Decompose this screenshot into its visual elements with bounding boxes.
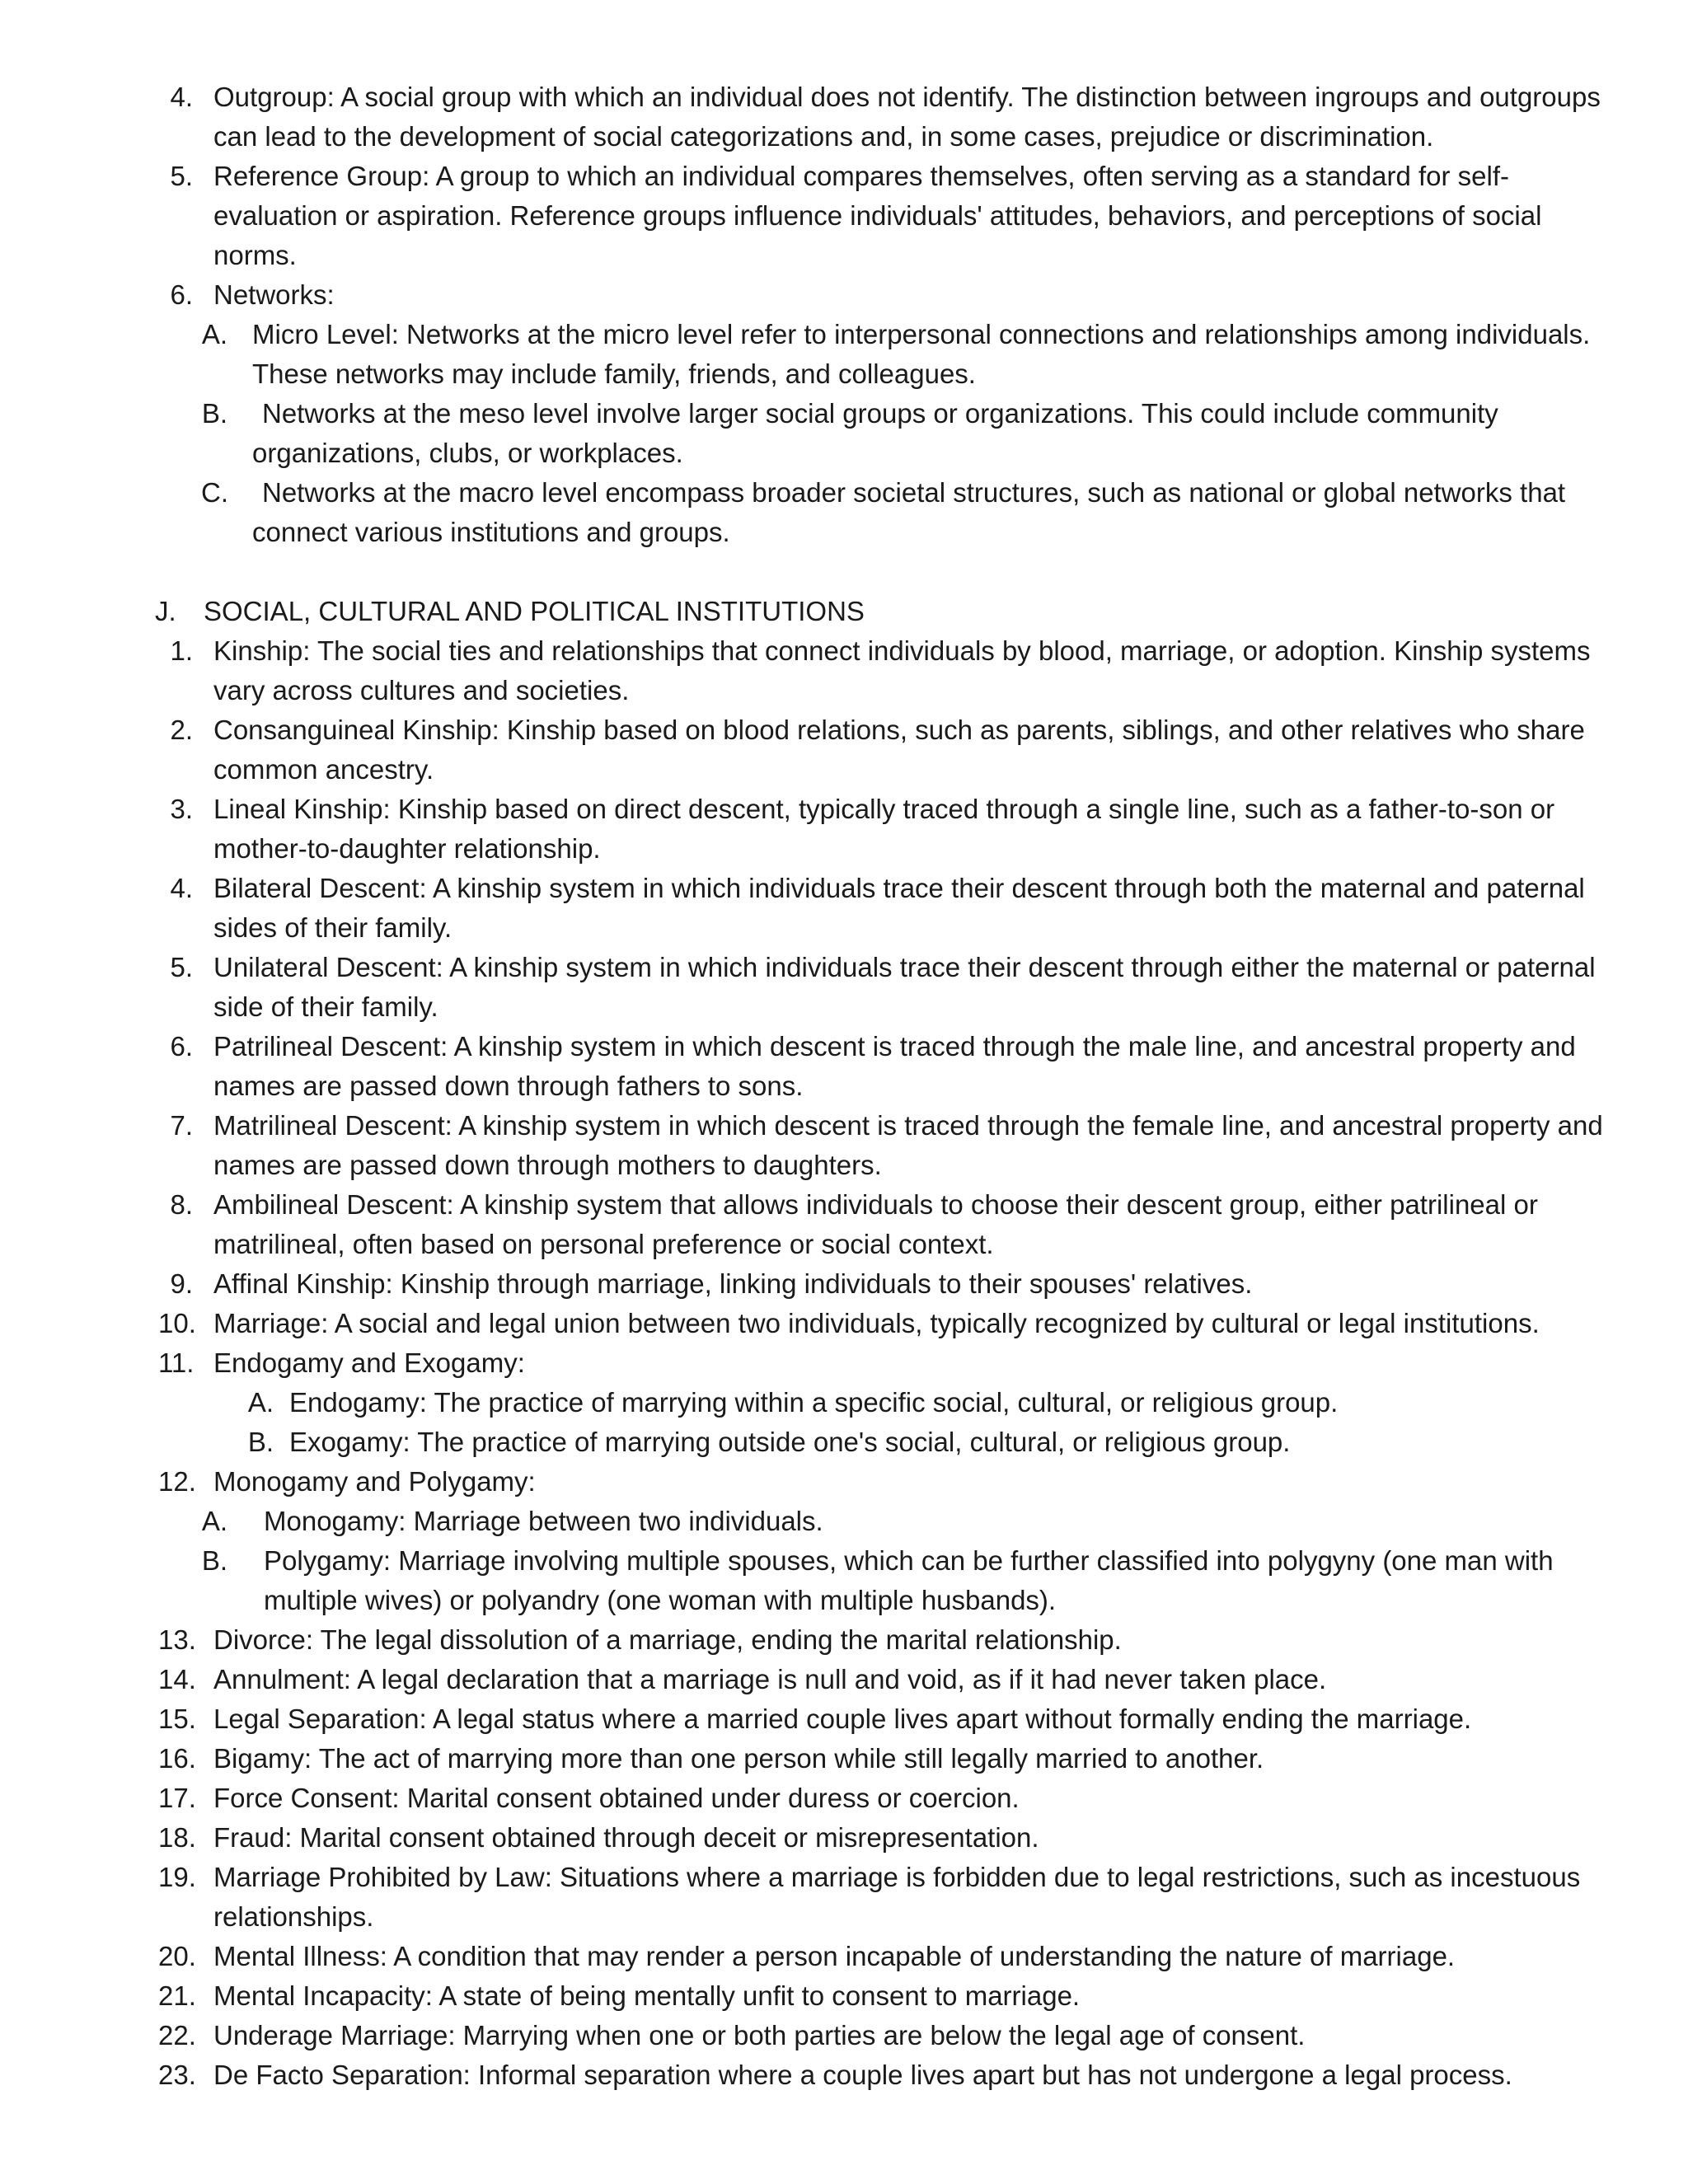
- list-text: Patrilineal Descent: A kinship system in which descent is traced through the male line, and ancestral property and names are passed down through fathers to sons.: [213, 1031, 1576, 1101]
- list-number: 5.: [170, 161, 193, 191]
- list-text: Lineal Kinship: Kinship based on direct descent, typically traced through a single line, such as a father-to-son or mother-to-daughter relationship.: [213, 794, 1555, 864]
- sub-list-letter: A.: [201, 1506, 227, 1536]
- sub-list-letter: C.: [201, 477, 228, 508]
- list-text: Force Consent: Marital consent obtained under duress or coercion.: [213, 1783, 1020, 1813]
- list-number: 4.: [170, 82, 193, 112]
- list-text: Marriage Prohibited by Law: Situations where a marriage is forbidden due to legal restrictions, such as incestuous relationships.: [213, 1862, 1581, 1932]
- list-text: Matrilineal Descent: A kinship system in which descent is traced through the female line, and ancestral property and names are passed down through mothers to daughters.: [213, 1110, 1603, 1180]
- sub-list-letter: B.: [201, 1545, 227, 1576]
- list-number: 6.: [170, 1031, 193, 1062]
- list-number: 10.: [158, 1308, 196, 1338]
- sub-list-letter: A.: [247, 1387, 274, 1418]
- sub-list-text: Micro Level: Networks at the micro level refer to interpersonal connections and relationships among individuals. These networks may include family, friends, and colleagues.: [252, 319, 1591, 389]
- sub-list-letter: B.: [201, 398, 227, 429]
- list-number: 19.: [158, 1862, 196, 1892]
- sub-list-text: Polygamy: Marriage involving multiple spouses, which can be further classified into polygyny (one man with multiple wives) or polyandry (one woman with multiple husbands).: [264, 1545, 1554, 1615]
- list-text: Kinship: The social ties and relationships that connect individuals by blood, marriage, or adoption. Kinship systems vary across cultures and societies.: [213, 635, 1591, 705]
- list-number: 15.: [158, 1704, 196, 1734]
- list-text: Bigamy: The act of marrying more than one person while still legally married to another.: [213, 1743, 1264, 1774]
- list-number: 11.: [158, 1347, 195, 1378]
- list-number: 9.: [170, 1268, 193, 1299]
- list-text: Affinal Kinship: Kinship through marriage, linking individuals to their spouses' relatives.: [213, 1268, 1253, 1299]
- list-number: 12.: [158, 1466, 196, 1497]
- list-text: De Facto Separation: Informal separation where a couple lives apart but has not undergone a legal process.: [213, 2060, 1512, 2090]
- list-number: 21.: [158, 1980, 196, 2011]
- list-number: 8.: [170, 1189, 193, 1220]
- section-title: SOCIAL, CULTURAL AND POLITICAL INSTITUTIONS: [204, 596, 865, 626]
- sub-list-text: Monogamy: Marriage between two individuals.: [264, 1506, 823, 1536]
- list-text: Monogamy and Polygamy:: [213, 1466, 536, 1497]
- sub-list-text: Endogamy: The practice of marrying within a specific social, cultural, or religious group.: [289, 1387, 1339, 1418]
- list-text: Outgroup: A social group with which an individual does not identify. The distinction between ingroups and outgroups can lead to the development of social categorizations and, in some cases, prejudice or discrimination.: [213, 82, 1601, 152]
- list-number: 23.: [158, 2060, 196, 2090]
- list-number: 6.: [170, 279, 193, 310]
- list-number: 1.: [170, 635, 193, 666]
- list-text: Divorce: The legal dissolution of a marriage, ending the marital relationship.: [213, 1624, 1122, 1655]
- list-number: 7.: [170, 1110, 193, 1141]
- list-number: 22.: [158, 2020, 196, 2050]
- section-letter: J.: [155, 596, 176, 626]
- list-text: Legal Separation: A legal status where a married couple lives apart without formally ending the marriage.: [213, 1704, 1472, 1734]
- list-number: 4.: [170, 873, 193, 903]
- list-number: 20.: [158, 1941, 196, 1971]
- list-text: Endogamy and Exogamy:: [213, 1347, 525, 1378]
- list-text: Fraud: Marital consent obtained through deceit or misrepresentation.: [213, 1822, 1039, 1853]
- list-text: Unilateral Descent: A kinship system in which individuals trace their descent through either the maternal or paternal side of their family.: [213, 952, 1596, 1022]
- list-text: Consanguineal Kinship: Kinship based on blood relations, such as parents, siblings, and other relatives who share common ancestry.: [213, 715, 1585, 785]
- list-number: 2.: [170, 715, 193, 745]
- sub-list-text: Exogamy: The practice of marrying outside one's social, cultural, or religious group.: [289, 1427, 1291, 1457]
- list-text: Ambilineal Descent: A kinship system that allows individuals to choose their descent group, either patrilineal or matrilineal, often based on personal preference or social context.: [213, 1189, 1538, 1259]
- list-text: Underage Marriage: Marrying when one or both parties are below the legal age of consent.: [213, 2020, 1306, 2050]
- list-number: 13.: [158, 1624, 196, 1655]
- list-text: Mental Illness: A condition that may render a person incapable of understanding the nature of marriage.: [213, 1941, 1456, 1971]
- list-number: 18.: [158, 1822, 196, 1853]
- list-text: Mental Incapacity: A state of being mentally unfit to consent to marriage.: [213, 1980, 1081, 2011]
- list-text: Marriage: A social and legal union between two individuals, typically recognized by cultural or legal institutions.: [213, 1308, 1540, 1338]
- sub-list-text: Networks at the macro level encompass broader societal structures, such as national or global networks that connect various institutions and groups.: [252, 477, 1566, 547]
- list-text: Networks:: [213, 279, 335, 310]
- list-text: Bilateral Descent: A kinship system in which individuals trace their descent through both the maternal and paternal sides of their family.: [213, 873, 1585, 943]
- list-number: 3.: [170, 794, 193, 824]
- sub-list-text: Networks at the meso level involve larger social groups or organizations. This could include community organizations, clubs, or workplaces.: [252, 398, 1498, 468]
- list-number: 14.: [158, 1664, 196, 1694]
- sub-list-letter: A.: [201, 319, 227, 349]
- list-text: Reference Group: A group to which an individual compares themselves, often serving as a standard for self-evaluation or aspiration. Reference groups influence individuals' attitudes, behaviors, and perceptions of social norms.: [213, 161, 1542, 270]
- list-number: 17.: [158, 1783, 196, 1813]
- list-number: 5.: [170, 952, 193, 982]
- list-text: Annulment: A legal declaration that a marriage is null and void, as if it had never taken place.: [213, 1664, 1327, 1694]
- list-number: 16.: [158, 1743, 196, 1774]
- sub-list-letter: B.: [247, 1427, 274, 1457]
